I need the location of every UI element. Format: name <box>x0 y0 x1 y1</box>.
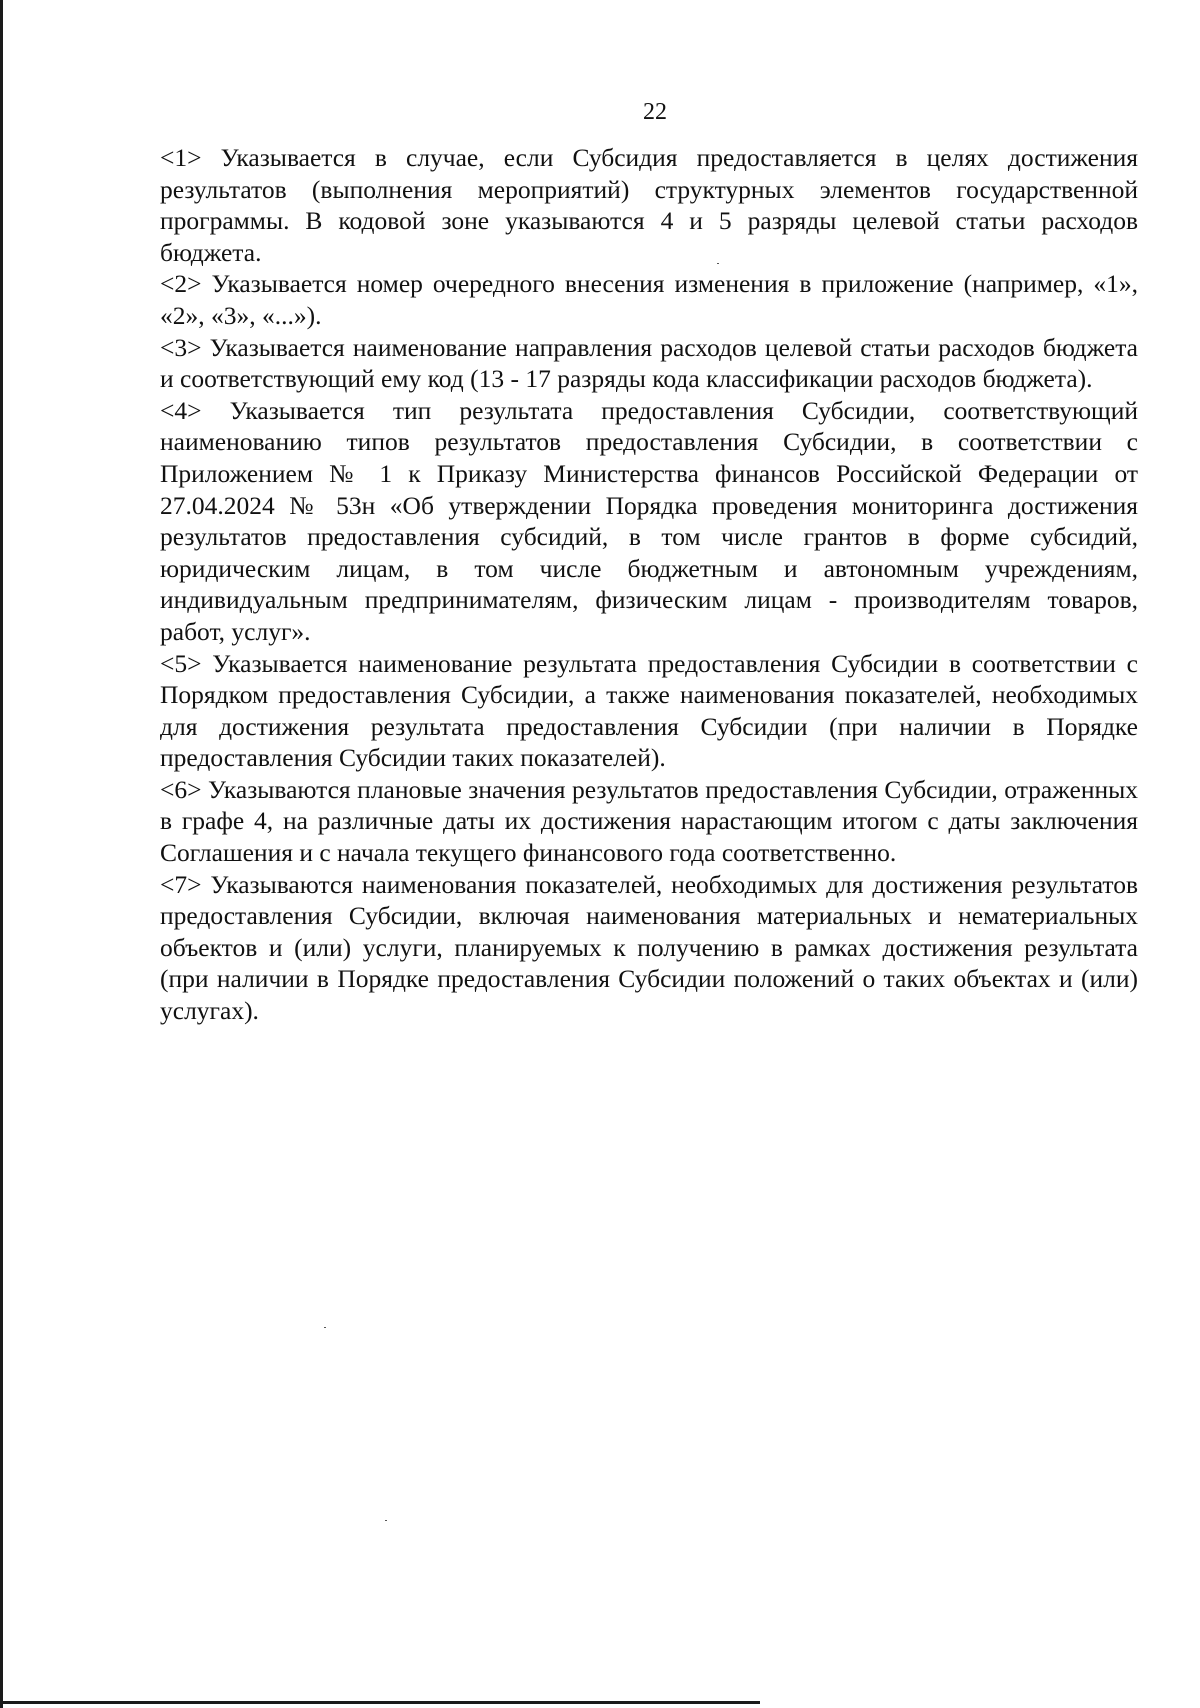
scan-edge-left <box>0 0 3 1708</box>
scan-edge-bottom <box>0 1701 760 1704</box>
footnote-1: <1> Указывается в случае, если Субсидия предоставляется в целях достижения результатов (выполнения мероприятий) структурных элементов государственной программы. В кодовой зоне указываются 4 и 5 разряды целевой статьи расходов бюджета. <box>160 143 1138 267</box>
scan-speck <box>717 263 719 264</box>
footnote-6: <6> Указываются плановые значения результатов предоставления Субсидии, отраженных в графе 4, на различные даты их достижения нарастающим итогом с даты заключения Соглашения и с начала текущего финансового года соответственно. <box>160 774 1138 868</box>
page-number: 22 <box>643 99 667 125</box>
footnote-5: <5> Указывается наименование результата предоставления Субсидии в соответствии с Порядком предоставления Субсидии, а также наименования показателей, необходимых для достижения результата предоставления Субсидии (при наличии в Порядке предоставления Субсидии таких показателей). <box>160 648 1138 773</box>
scan-speck <box>324 1327 326 1328</box>
footnotes <box>160 142 1138 1027</box>
footnote-4: <4> Указывается тип результата предоставления Субсидии, соответствующий наименованию типов результатов предоставления Субсидии, в соответствии с Приложением № 1 к Приказу Министерства финансов Российской Федерации от 27.04.2024 № 53н «Об утверждении Порядка проведения мониторинга достижения результатов предоставления субсидий, в том числе грантов в форме субсидий, юридическим лицам, в том числе бюджетным и автономным учреждениям, индивидуальным предпринимателям, физическим лицам - производителям товаров, работ, услуг». <box>160 395 1138 646</box>
footnote-2: <2> Указывается номер очередного внесения изменения в приложение (например, «1», «2», «3», «...»). <box>160 269 1138 330</box>
scan-speck <box>385 1520 387 1521</box>
footnote-3: <3> Указывается наименование направления расходов целевой статьи расходов бюджета и соответствующий ему код (13 - 17 разряды кода классификации расходов бюджета). <box>160 332 1138 394</box>
footnote-7: <7> Указываются наименования показателей, необходимых для достижения результатов предоставления Субсидии, включая наименования материальных и нематериальных объектов и (или) услуги, планируемых к получению в рамках достижения результата (при наличии в Порядке предоставления Субсидии положений о таких объектах и (или) услугах). <box>160 869 1138 1026</box>
